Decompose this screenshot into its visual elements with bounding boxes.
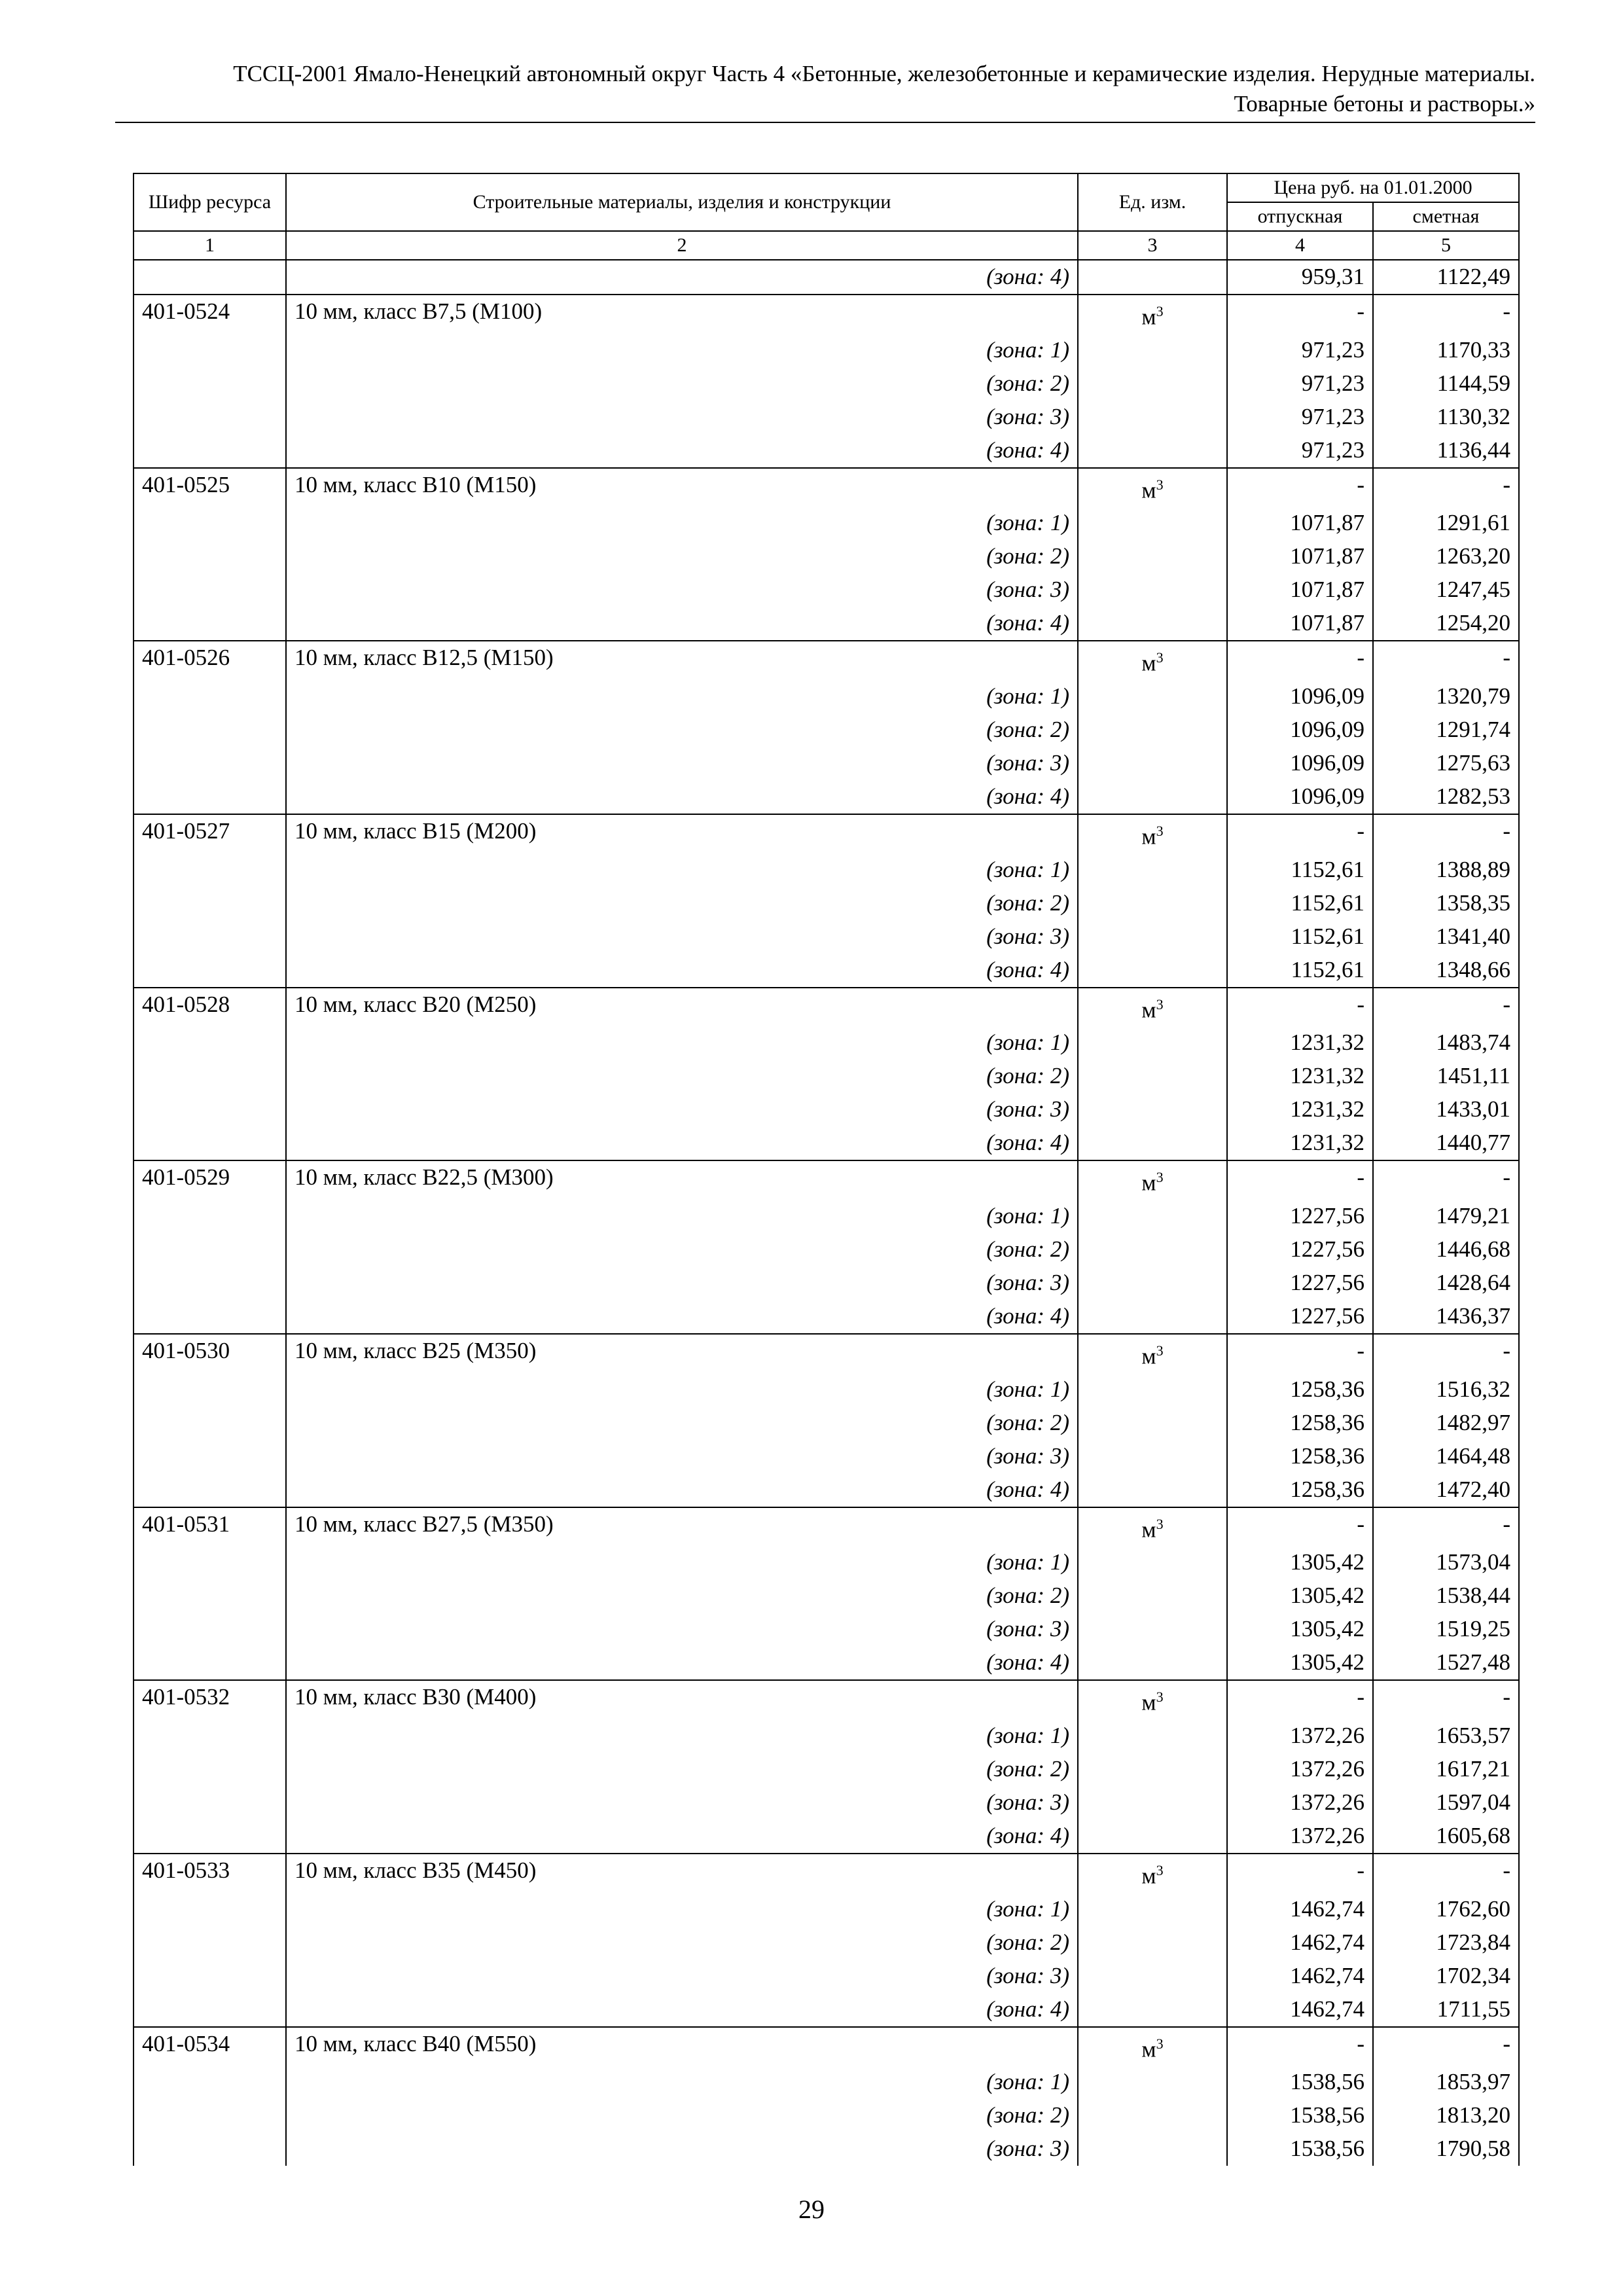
zone-label: (зона: 3): [286, 920, 1078, 954]
zone-label: (зона: 4): [286, 1993, 1078, 2027]
zone-label: (зона: 1): [286, 507, 1078, 540]
zone-label: (зона: 2): [286, 1407, 1078, 1440]
unit-base: м: [1141, 1689, 1156, 1715]
estimate-price: 1472,40: [1373, 1473, 1519, 1507]
zone-label: (зона: 4): [286, 954, 1078, 988]
col-header-release: отпускная: [1227, 202, 1373, 231]
table-row: [134, 680, 1519, 713]
zone-label: (зона: 3): [286, 1960, 1078, 1993]
release-price: 1096,09: [1227, 747, 1373, 780]
table-row: [134, 1373, 1519, 1407]
table-row: [134, 367, 1519, 401]
estimate-price: 1479,21: [1373, 1200, 1519, 1233]
dash-cell: -: [1373, 295, 1519, 334]
unit-base: м: [1141, 650, 1156, 676]
table-row: [134, 920, 1519, 954]
estimate-price: 1482,97: [1373, 1407, 1519, 1440]
estimate-price: 1291,61: [1373, 507, 1519, 540]
table-row: [134, 1719, 1519, 1753]
table-row: [134, 1786, 1519, 1820]
estimate-price: 1519,25: [1373, 1613, 1519, 1646]
release-price: 1305,42: [1227, 1546, 1373, 1579]
table-row: [134, 641, 1519, 680]
table-row: [134, 954, 1519, 988]
estimate-price: 1617,21: [1373, 1753, 1519, 1786]
release-price: 1152,61: [1227, 954, 1373, 988]
release-price: 1372,26: [1227, 1753, 1373, 1786]
table-row: [134, 853, 1519, 887]
estimate-price: 1348,66: [1373, 954, 1519, 988]
estimate-price: 1320,79: [1373, 680, 1519, 713]
dash-cell: -: [1227, 1160, 1373, 1200]
dash-cell: -: [1227, 641, 1373, 680]
dash-cell: -: [1373, 468, 1519, 507]
table-row: [134, 1233, 1519, 1266]
unit-exponent: 3: [1156, 996, 1164, 1013]
material-name: 10 мм, класс В12,5 (М150): [286, 641, 1078, 680]
estimate-price: 1122,49: [1373, 260, 1519, 295]
table-row: [134, 401, 1519, 434]
col-number: 5: [1373, 231, 1519, 260]
zone-label: (зона: 1): [286, 1373, 1078, 1407]
release-price: 1096,09: [1227, 713, 1373, 747]
estimate-price: 1451,11: [1373, 1060, 1519, 1093]
release-price: 1372,26: [1227, 1820, 1373, 1854]
estimate-price: 1711,55: [1373, 1993, 1519, 2027]
release-price: 1231,32: [1227, 1093, 1373, 1126]
estimate-price: 1247,45: [1373, 573, 1519, 607]
zone-label: (зона: 2): [286, 887, 1078, 920]
dash-cell: -: [1227, 1680, 1373, 1719]
estimate-price: 1275,63: [1373, 747, 1519, 780]
unit-base: м: [1141, 477, 1156, 503]
table-row: [134, 988, 1519, 1027]
estimate-price: 1388,89: [1373, 853, 1519, 887]
release-price: 1071,87: [1227, 573, 1373, 607]
resource-code: 401-0534: [134, 2027, 286, 2066]
release-price: 1305,42: [1227, 1646, 1373, 1680]
resource-code: 401-0532: [134, 1680, 286, 1719]
dash-cell: -: [1373, 2027, 1519, 2066]
unit-base: м: [1141, 1516, 1156, 1543]
dash-cell: -: [1227, 988, 1373, 1027]
estimate-price: 1433,01: [1373, 1093, 1519, 1126]
zone-label: (зона: 2): [286, 1753, 1078, 1786]
estimate-price: 1516,32: [1373, 1373, 1519, 1407]
table-row: [134, 1060, 1519, 1093]
table-row: [134, 1473, 1519, 1507]
unit-base: м: [1141, 1343, 1156, 1369]
resource-code: 401-0525: [134, 468, 286, 507]
unit-cell: [1078, 2027, 1227, 2066]
release-price: 1096,09: [1227, 780, 1373, 814]
zone-label: (зона: 3): [286, 573, 1078, 607]
material-name: 10 мм, класс В7,5 (М100): [286, 295, 1078, 334]
release-price: 1071,87: [1227, 607, 1373, 641]
zone-label: (зона: 2): [286, 713, 1078, 747]
unit-cell: [1078, 1334, 1227, 1373]
unit-exponent: 3: [1156, 1689, 1164, 1706]
unit-cell: [1078, 468, 1227, 507]
unit-cell: [1078, 641, 1227, 680]
document-header: [115, 59, 1535, 119]
table-row: [134, 814, 1519, 853]
col-number: 3: [1078, 231, 1227, 260]
release-price: 1071,87: [1227, 540, 1373, 573]
dash-cell: -: [1227, 468, 1373, 507]
estimate-price: 1436,37: [1373, 1300, 1519, 1334]
table-row: [134, 1680, 1519, 1719]
unit-base: м: [1141, 1863, 1156, 1889]
table-row: [134, 1960, 1519, 1993]
release-price: 971,23: [1227, 334, 1373, 367]
estimate-price: 1428,64: [1373, 1266, 1519, 1300]
release-price: 1152,61: [1227, 887, 1373, 920]
estimate-price: 1538,44: [1373, 1579, 1519, 1613]
estimate-price: 1853,97: [1373, 2066, 1519, 2099]
unit-cell: [1078, 1507, 1227, 1547]
dash-cell: -: [1227, 1507, 1373, 1547]
estimate-price: 1653,57: [1373, 1719, 1519, 1753]
estimate-price: 1170,33: [1373, 334, 1519, 367]
zone-label: (зона: 1): [286, 1026, 1078, 1060]
col-header-estimate: сметная: [1373, 202, 1519, 231]
dash-cell: -: [1373, 988, 1519, 1027]
dash-cell: -: [1373, 814, 1519, 853]
table-row: [134, 1753, 1519, 1786]
estimate-price: 1723,84: [1373, 1926, 1519, 1960]
table-row: [134, 1126, 1519, 1160]
table-row: [134, 1300, 1519, 1334]
dash-cell: -: [1227, 2027, 1373, 2066]
release-price: 1305,42: [1227, 1579, 1373, 1613]
estimate-price: 1527,48: [1373, 1646, 1519, 1680]
header-rule: [115, 122, 1535, 123]
material-name: 10 мм, класс В10 (М150): [286, 468, 1078, 507]
header-line-2: Товарные бетоны и растворы.»: [1234, 91, 1535, 117]
unit-exponent: 3: [1156, 1861, 1164, 1878]
zone-label: (зона: 1): [286, 1719, 1078, 1753]
zone-label: (зона: 3): [286, 1093, 1078, 1126]
table-row: [134, 2066, 1519, 2099]
table-row: [134, 2099, 1519, 2132]
resource-code: 401-0533: [134, 1854, 286, 1893]
zone-label: (зона: 4): [286, 1300, 1078, 1334]
zone-label: (зона: 2): [286, 1926, 1078, 1960]
unit-cell: [1078, 1680, 1227, 1719]
release-price: 1462,74: [1227, 1993, 1373, 2027]
estimate-price: 1144,59: [1373, 367, 1519, 401]
estimate-price: 1341,40: [1373, 920, 1519, 954]
zone-label: (зона: 4): [286, 1820, 1078, 1854]
release-price: 1152,61: [1227, 920, 1373, 954]
unit-exponent: 3: [1156, 303, 1164, 319]
material-name: 10 мм, класс В30 (М400): [286, 1680, 1078, 1719]
table-row: [134, 1160, 1519, 1200]
release-price: 1372,26: [1227, 1719, 1373, 1753]
col-header-unit: Ед. изм.: [1078, 173, 1227, 231]
release-price: 1096,09: [1227, 680, 1373, 713]
unit-base: м: [1141, 997, 1156, 1023]
release-price: 959,31: [1227, 260, 1373, 295]
release-price: 1462,74: [1227, 1926, 1373, 1960]
table-row: [134, 573, 1519, 607]
estimate-price: 1813,20: [1373, 2099, 1519, 2132]
table-row: [134, 2027, 1519, 2066]
dash-cell: -: [1227, 1854, 1373, 1893]
table-row: [134, 1613, 1519, 1646]
release-price: 1227,56: [1227, 1300, 1373, 1334]
zone-label: (зона: 4): [286, 434, 1078, 468]
table-row: [134, 607, 1519, 641]
estimate-price: 1790,58: [1373, 2132, 1519, 2166]
page-number: 29: [798, 2195, 825, 2224]
estimate-price: 1597,04: [1373, 1786, 1519, 1820]
table-row: [134, 780, 1519, 814]
zone-label: (зона: 1): [286, 853, 1078, 887]
unit-base: м: [1141, 2036, 1156, 2062]
release-price: 1538,56: [1227, 2132, 1373, 2166]
estimate-price: 1762,60: [1373, 1893, 1519, 1926]
unit-exponent: 3: [1156, 822, 1164, 839]
table-row: [134, 887, 1519, 920]
release-price: 971,23: [1227, 434, 1373, 468]
unit-exponent: 3: [1156, 476, 1164, 493]
estimate-price: 1605,68: [1373, 1820, 1519, 1854]
unit-base: м: [1141, 1170, 1156, 1196]
estimate-price: 1483,74: [1373, 1026, 1519, 1060]
table-row: [134, 1646, 1519, 1680]
zone-label: (зона: 2): [286, 1233, 1078, 1266]
estimate-price: 1464,48: [1373, 1440, 1519, 1473]
table-row: [134, 1200, 1519, 1233]
dash-cell: -: [1227, 1334, 1373, 1373]
resource-code: 401-0531: [134, 1507, 286, 1547]
release-price: 1227,56: [1227, 1200, 1373, 1233]
material-name: 10 мм, класс В27,5 (М350): [286, 1507, 1078, 1547]
zone-label: (зона: 4): [286, 1126, 1078, 1160]
resource-code: 401-0528: [134, 988, 286, 1027]
zone-label: (зона: 3): [286, 1613, 1078, 1646]
dash-cell: -: [1373, 1160, 1519, 1200]
col-number: 2: [286, 231, 1078, 260]
estimate-price: 1440,77: [1373, 1126, 1519, 1160]
table-row: [134, 2132, 1519, 2166]
zone-label: (зона: 1): [286, 2066, 1078, 2099]
material-name: 10 мм, класс В25 (М350): [286, 1334, 1078, 1373]
table-row: [134, 1407, 1519, 1440]
unit-cell: [1078, 988, 1227, 1027]
zone-label: (зона: 1): [286, 334, 1078, 367]
zone-label: (зона: 4): [286, 607, 1078, 641]
table-row: [134, 1266, 1519, 1300]
zone-label: (зона: 3): [286, 1266, 1078, 1300]
material-name: 10 мм, класс В20 (М250): [286, 988, 1078, 1027]
release-price: 1258,36: [1227, 1407, 1373, 1440]
release-price: 1227,56: [1227, 1233, 1373, 1266]
estimate-price: 1291,74: [1373, 713, 1519, 747]
table-row: [134, 1820, 1519, 1854]
dash-cell: -: [1373, 1507, 1519, 1547]
table-body: [134, 260, 1519, 2166]
release-price: 1372,26: [1227, 1786, 1373, 1820]
col-number: 4: [1227, 231, 1373, 260]
table-row: [134, 1507, 1519, 1547]
table-row: [134, 1440, 1519, 1473]
table-row: [134, 468, 1519, 507]
zone-label: (зона: 2): [286, 367, 1078, 401]
material-name: 10 мм, класс В35 (М450): [286, 1854, 1078, 1893]
zone-label: (зона: 2): [286, 2099, 1078, 2132]
table-row: [134, 1546, 1519, 1579]
zone-label: (зона: 4): [286, 1473, 1078, 1507]
material-name: 10 мм, класс В22,5 (М300): [286, 1160, 1078, 1200]
release-price: 1258,36: [1227, 1373, 1373, 1407]
estimate-price: 1254,20: [1373, 607, 1519, 641]
release-price: 1258,36: [1227, 1473, 1373, 1507]
table-row: [134, 713, 1519, 747]
header-line-1: ТССЦ-2001 Ямало-Ненецкий автономный округ Часть 4 «Бетонные, железобетонные и керамические изделия. Нерудные материалы.: [233, 61, 1535, 86]
table-row: [134, 334, 1519, 367]
release-price: 1462,74: [1227, 1893, 1373, 1926]
table-row: [134, 1893, 1519, 1926]
table-row: [134, 1026, 1519, 1060]
dash-cell: -: [1227, 814, 1373, 853]
unit-cell: [1078, 1160, 1227, 1200]
table-row: [134, 260, 1519, 295]
release-price: 1538,56: [1227, 2099, 1373, 2132]
zone-label: (зона: 2): [286, 1060, 1078, 1093]
resource-code: 401-0530: [134, 1334, 286, 1373]
release-price: 971,23: [1227, 367, 1373, 401]
dash-cell: -: [1227, 295, 1373, 334]
table-row: [134, 1334, 1519, 1373]
release-price: 1231,32: [1227, 1026, 1373, 1060]
release-price: 1231,32: [1227, 1060, 1373, 1093]
estimate-price: 1573,04: [1373, 1546, 1519, 1579]
col-header-code: Шифр ресурса: [134, 173, 286, 231]
estimate-price: 1263,20: [1373, 540, 1519, 573]
zone-label: (зона: 2): [286, 540, 1078, 573]
zone-label: (зона: 4): [286, 780, 1078, 814]
release-price: 1071,87: [1227, 507, 1373, 540]
estimate-price: 1702,34: [1373, 1960, 1519, 1993]
estimate-price: 1136,44: [1373, 434, 1519, 468]
zone-label: (зона: 3): [286, 1440, 1078, 1473]
zone-label: (зона: 3): [286, 2132, 1078, 2166]
resource-code: 401-0529: [134, 1160, 286, 1200]
zone-label: (зона: 1): [286, 1893, 1078, 1926]
release-price: 1258,36: [1227, 1440, 1373, 1473]
unit-cell: [1078, 1854, 1227, 1893]
release-price: 1462,74: [1227, 1960, 1373, 1993]
table-row: [134, 434, 1519, 468]
unit-base: м: [1141, 304, 1156, 330]
zone-label: (зона: 1): [286, 680, 1078, 713]
zone-label: (зона: 3): [286, 747, 1078, 780]
release-price: 971,23: [1227, 401, 1373, 434]
release-price: 1305,42: [1227, 1613, 1373, 1646]
unit-exponent: 3: [1156, 1515, 1164, 1532]
price-table: [133, 173, 1520, 2166]
unit-exponent: 3: [1156, 1342, 1164, 1359]
unit-exponent: 3: [1156, 2035, 1164, 2052]
col-header-price-group: Цена руб. на 01.01.2000: [1227, 173, 1519, 202]
zone-label: (зона: 4): [286, 1646, 1078, 1680]
release-price: 1152,61: [1227, 853, 1373, 887]
resource-code: 401-0527: [134, 814, 286, 853]
table-row: [134, 540, 1519, 573]
table-row: [134, 1854, 1519, 1893]
dash-cell: -: [1373, 1854, 1519, 1893]
estimate-price: 1358,35: [1373, 887, 1519, 920]
zone-label: (зона: 3): [286, 401, 1078, 434]
zone-label: (зона: 3): [286, 1786, 1078, 1820]
table-row: [134, 1579, 1519, 1613]
zone-label: (зона: 1): [286, 1546, 1078, 1579]
col-number: 1: [134, 231, 286, 260]
unit-base: м: [1141, 823, 1156, 850]
resource-code: 401-0526: [134, 641, 286, 680]
table-row: [134, 507, 1519, 540]
unit-exponent: 3: [1156, 649, 1164, 666]
material-name: 10 мм, класс В40 (М550): [286, 2027, 1078, 2066]
release-price: 1227,56: [1227, 1266, 1373, 1300]
estimate-price: 1446,68: [1373, 1233, 1519, 1266]
estimate-price: 1282,53: [1373, 780, 1519, 814]
unit-cell: [1078, 295, 1227, 334]
table-row: [134, 1993, 1519, 2027]
table-row: [134, 295, 1519, 334]
estimate-price: 1130,32: [1373, 401, 1519, 434]
dash-cell: -: [1373, 1334, 1519, 1373]
dash-cell: -: [1373, 1680, 1519, 1719]
table-row: [134, 1926, 1519, 1960]
zone-label: (зона: 2): [286, 1579, 1078, 1613]
unit-exponent: 3: [1156, 1169, 1164, 1186]
table-row: [134, 1093, 1519, 1126]
release-price: 1231,32: [1227, 1126, 1373, 1160]
zone-label: (зона: 4): [286, 260, 1078, 295]
table-row: [134, 747, 1519, 780]
col-header-name: Строительные материалы, изделия и конструкции: [286, 173, 1078, 231]
dash-cell: -: [1373, 641, 1519, 680]
material-name: 10 мм, класс В15 (М200): [286, 814, 1078, 853]
resource-code: 401-0524: [134, 295, 286, 334]
unit-cell: [1078, 814, 1227, 853]
zone-label: (зона: 1): [286, 1200, 1078, 1233]
release-price: 1538,56: [1227, 2066, 1373, 2099]
